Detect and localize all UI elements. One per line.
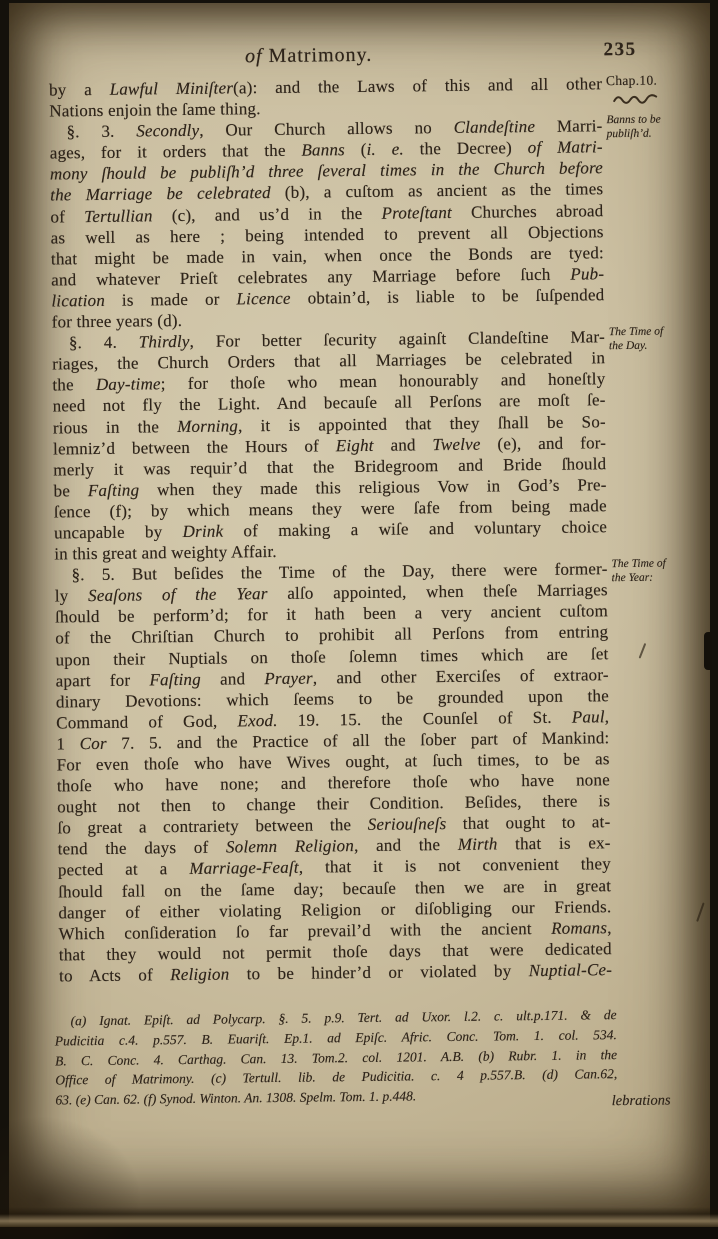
italic-text: Religion xyxy=(170,964,230,985)
roman-text: (b), a cuſtom as ancient as the times xyxy=(270,179,604,203)
roman-text: 19. 15. the Counſel of St. xyxy=(277,707,572,730)
ink-mark xyxy=(696,902,705,922)
italic-text: Lawful Miniſter xyxy=(109,78,234,99)
catchword: lebrations xyxy=(611,1092,671,1110)
roman-text: (a) Ignat. Epiſt. ad Polycarp. §. 5. p.9. Tert. ad Uxor. l.2. c. ult.p.171. & de xyxy=(70,1007,617,1029)
roman-text: in this great and weighty Affair. xyxy=(54,541,277,564)
italic-text: lication xyxy=(51,290,106,311)
roman-text: ( xyxy=(344,140,367,160)
italic-text: Seriouſneſs xyxy=(367,814,447,835)
roman-text: , xyxy=(607,917,612,937)
roman-text: when they made this religious Vow in God’s Pre- xyxy=(139,474,607,500)
italic-text: Solemn Religion xyxy=(225,836,355,857)
roman-text: , For better ſecurity againſt Clandeſtine Mar- xyxy=(189,327,605,352)
roman-text: of the Chriſtian Church to prohibit all Perſons from entring xyxy=(55,622,609,648)
roman-text: need not fly the Light. And becauſe all Perſons are moſt ſe- xyxy=(52,390,606,416)
margin-note-time-of-day: The Time of the Day. xyxy=(608,325,664,352)
ink-mark xyxy=(639,643,647,659)
roman-text: , Our Church allows no xyxy=(199,118,454,140)
roman-text: rious in the xyxy=(52,416,178,437)
italic-text: Clandeſtine xyxy=(453,117,536,138)
roman-text: §. 4. xyxy=(68,332,139,353)
roman-text: riages, the Church Orders that all Marriages be celebrated in xyxy=(52,348,606,374)
roman-text: lemniz’d between the Hours of xyxy=(53,435,336,459)
italic-text: Secondly xyxy=(136,120,200,141)
italic-text: Thirdly xyxy=(138,332,190,352)
roman-text: apart for xyxy=(55,670,150,691)
roman-text: , and the xyxy=(353,835,458,856)
roman-text: ſo great a contrariety between the xyxy=(57,815,368,838)
italic-text: Twelve xyxy=(432,434,481,454)
roman-text: for three years (d). xyxy=(51,311,183,332)
roman-text: and whatever Prieſt celebrates any Marriage before ſuch xyxy=(51,264,571,290)
roman-text: (a): and the Laws of this and all other xyxy=(232,74,603,98)
italic-text: Pub- xyxy=(570,264,605,284)
body-text xyxy=(49,73,612,986)
italic-text: Drink xyxy=(182,521,224,541)
chapter-label: Chap.10. xyxy=(605,72,658,89)
italic-text: of Matri- xyxy=(527,137,603,158)
italic-text: Mirth xyxy=(457,834,498,855)
italic-text: i. e. xyxy=(366,139,405,160)
italic-text: Banns xyxy=(301,140,346,160)
italic-text: Cor xyxy=(79,733,107,754)
italic-text: Exod. xyxy=(237,710,278,731)
roman-text: , that it is not convenient they xyxy=(298,854,611,878)
roman-text: Churches abroad xyxy=(451,200,604,222)
page-number: 235 xyxy=(603,38,637,61)
italic-text: Marriage-Feaſt xyxy=(189,858,299,879)
roman-text: 1 xyxy=(56,734,80,754)
roman-text: that they would not permit thoſe days that were dedicated xyxy=(58,938,612,965)
roman-text: to Acts of xyxy=(58,965,171,986)
running-title xyxy=(49,42,569,71)
italic-text: Romans xyxy=(551,917,608,938)
roman-text: ſhould be perform’d; for it hath been a very ancient cuſtom xyxy=(54,601,609,627)
roman-text: Matrimony. xyxy=(262,43,373,68)
roman-text: thoſe who have none; and therefore thoſe who have none xyxy=(56,770,611,796)
italic-text: Tertullian xyxy=(84,205,153,226)
italic-text: Proteſtant xyxy=(381,202,452,223)
roman-text: B. C. Conc. 4. Carthag. Can. 13. Tom.2. col. 1201. A.B. (b) Rubr. 1. in the xyxy=(54,1046,618,1069)
italic-text: Nuptial-Ce- xyxy=(528,960,613,981)
italic-text: Faſting xyxy=(87,480,140,500)
ornament-squiggle-icon xyxy=(612,93,660,108)
italic-text: Day-time xyxy=(95,374,161,395)
roman-text: by a xyxy=(48,79,110,100)
margin-note-time-of-year: The Time of the Year: xyxy=(611,557,666,584)
italic-text: Seaſons of the Year xyxy=(87,584,268,606)
roman-text: pected at a xyxy=(57,859,190,880)
italic-text: Morning xyxy=(177,415,239,436)
italic-text: Eight xyxy=(335,435,374,455)
roman-text: that ought to at- xyxy=(446,812,611,834)
roman-text: Marri- xyxy=(535,116,603,137)
roman-text: of making a wiſe and voluntary choice xyxy=(223,517,608,541)
roman-text: , xyxy=(604,706,610,727)
roman-text: , it is appointed that they ſhall be So- xyxy=(237,411,606,435)
roman-text: and xyxy=(373,434,433,455)
roman-text: , and other Exerciſes of extraor- xyxy=(312,664,609,688)
roman-text: the Decree) xyxy=(403,138,528,159)
roman-text: of xyxy=(50,206,85,227)
italic-text: Licence xyxy=(236,288,291,309)
roman-text: ; for thoſe who mean honourably and honeſtly xyxy=(160,369,606,394)
roman-text: Pudicitia c.4. p.557. B. Euariſt. Ep.1. ad Epiſc. Afric. Conc. Tom. 1. col. 534. xyxy=(54,1026,617,1049)
roman-text: (c), and us’d in the xyxy=(152,203,382,225)
roman-text: merly it was requir’d that the Bridegroom and Bride ſhould xyxy=(53,453,607,480)
roman-text: is made or xyxy=(104,289,237,310)
italic-text: Prayer xyxy=(264,668,313,688)
roman-text: Which conſideration ſo far prevail’d with the ancient xyxy=(58,918,552,944)
roman-text: dinary Devotions: which ſeems to be grounded upon the xyxy=(55,685,610,712)
roman-text: (e), and for- xyxy=(480,432,607,454)
page-edge-notch xyxy=(704,632,712,670)
roman-text: ly xyxy=(54,586,89,606)
roman-text: obtain’d, is liable to be ſuſpended xyxy=(290,285,605,308)
roman-text: 63. (e) Can. 62. (f) Synod. Winton. An. 1308. Spelm. Tom. 1. p.448. xyxy=(55,1088,417,1108)
roman-text: and xyxy=(200,668,265,689)
roman-text: ought not then to change their Condition. Beſides, there is xyxy=(57,791,611,817)
roman-text: Command of God, xyxy=(56,711,238,733)
roman-text: be xyxy=(53,480,88,501)
italic-text: Paul xyxy=(571,707,605,727)
italic-text: of xyxy=(244,45,263,68)
roman-text: Nations enjoin the ſame thing. xyxy=(49,99,261,121)
roman-text: ſence (f); by which means they were ſafe from being made xyxy=(53,496,607,522)
roman-text: ages, for it orders that the xyxy=(49,140,302,163)
italic-text: mony ſhould be publiſh’d three ſeveral times in the Church before xyxy=(49,158,604,184)
roman-text: upon their Nuptials on thoſe ſolemn times which are ſet xyxy=(55,643,609,669)
roman-text: Office of Matrimony. (c) Tertull. lib. de Pudicitia. c. 4 p.557.B. (d) Can.62, xyxy=(55,1066,618,1088)
roman-text: tend the days of xyxy=(57,837,227,859)
margin-note-banns: Banns to be publiſh’d. xyxy=(606,113,661,140)
roman-text: §. 5. But beſides the Time of the Day, there were former- xyxy=(71,559,608,585)
roman-text: 7. 5. and the Practice of all the ſober part of Mankind: xyxy=(106,728,610,753)
roman-text: For even thoſe who have Wives ought, at ſuch times, to be as xyxy=(56,749,610,775)
roman-text: §. 3. xyxy=(66,121,137,142)
roman-text: that might be made in vain, when once the Bonds are tyed: xyxy=(50,242,605,269)
roman-text: to be hinder’d or violated by xyxy=(229,961,529,984)
roman-text: alſo appointed, when theſe Marriages xyxy=(267,580,608,604)
roman-text: the xyxy=(52,375,96,395)
italic-text: Faſting xyxy=(149,669,202,690)
roman-text: that is ex- xyxy=(497,833,611,854)
italic-text: the Marriage be celebrated xyxy=(50,183,271,205)
roman-text: ſhould fall on the ſame day; becauſe then we are in great xyxy=(58,875,612,901)
roman-text: danger of either violating Religion or diſobliging our Friends. xyxy=(58,896,612,923)
roman-text: uncapable by xyxy=(53,521,183,543)
roman-text: as well as here ; being intended to prevent all Objections xyxy=(50,221,604,248)
